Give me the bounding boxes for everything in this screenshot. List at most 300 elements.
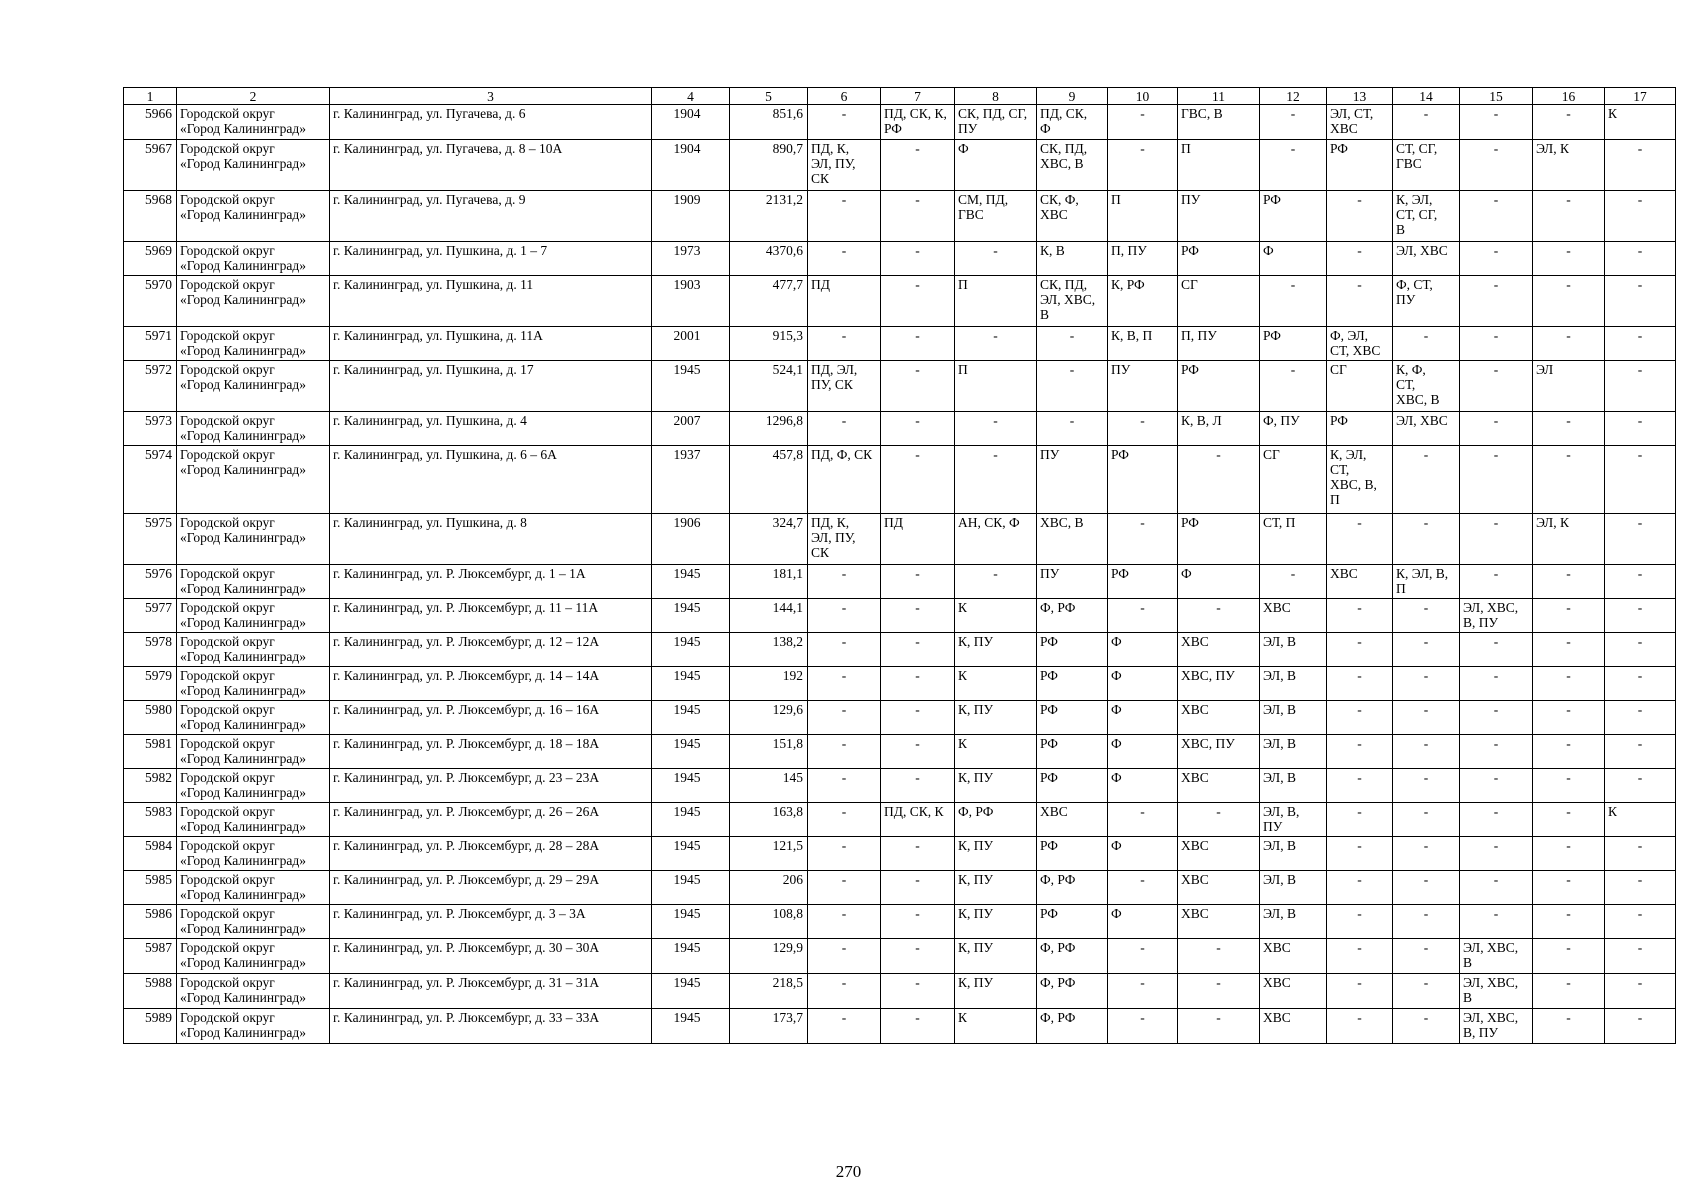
table-cell-col-10: -: [1108, 974, 1178, 1009]
table-cell-col-16: -: [1533, 242, 1605, 276]
table-cell-col-8: К, ПУ: [955, 837, 1037, 871]
table-cell-col-5: 173,7: [730, 1009, 808, 1044]
table-cell-col-12: ЭЛ, В: [1260, 871, 1327, 905]
table-cell-col-2: Городской округ «Город Калининград»: [177, 769, 330, 803]
table-cell-col-14: К, ЭЛ, СТ, СГ, В: [1393, 191, 1460, 242]
table-cell-col-5: 2131,2: [730, 191, 808, 242]
table-cell-col-16: -: [1533, 1009, 1605, 1044]
table-cell-col-16: -: [1533, 633, 1605, 667]
table-cell-col-17: -: [1605, 276, 1676, 327]
table-cell-col-10: П, ПУ: [1108, 242, 1178, 276]
table-row: [124, 446, 1676, 514]
table-cell-col-5: 4370,6: [730, 242, 808, 276]
table-cell-col-10: -: [1108, 1009, 1178, 1044]
table-cell-col-16: -: [1533, 701, 1605, 735]
table-cell-col-16: -: [1533, 905, 1605, 939]
table-cell-col-9: СК, ПД, ХВС, В: [1037, 140, 1108, 191]
table-cell-col-8: -: [955, 446, 1037, 514]
table-row: [124, 803, 1676, 837]
table-cell-col-9: РФ: [1037, 837, 1108, 871]
table-cell-col-17: -: [1605, 939, 1676, 974]
table-cell-col-5: 129,6: [730, 701, 808, 735]
table-header: [124, 88, 1676, 105]
table-cell-col-10: -: [1108, 599, 1178, 633]
table-cell-col-5: 108,8: [730, 905, 808, 939]
table-cell-col-4: 1903: [652, 276, 730, 327]
table-cell-col-15: -: [1460, 446, 1533, 514]
table-cell-col-1: 5966: [124, 105, 177, 140]
table-cell-col-6: -: [808, 837, 881, 871]
table-row: [124, 327, 1676, 361]
table-cell-col-6: ПД: [808, 276, 881, 327]
table-cell-col-17: -: [1605, 327, 1676, 361]
table-cell-col-17: -: [1605, 633, 1676, 667]
table-cell-col-13: РФ: [1327, 412, 1393, 446]
table-cell-col-17: -: [1605, 599, 1676, 633]
table-cell-col-9: РФ: [1037, 735, 1108, 769]
table-cell-col-4: 1945: [652, 633, 730, 667]
table-cell-col-7: -: [881, 446, 955, 514]
table-cell-col-4: 1909: [652, 191, 730, 242]
table-row: [124, 837, 1676, 871]
table-cell-col-11: -: [1178, 1009, 1260, 1044]
table-cell-col-7: -: [881, 837, 955, 871]
table-cell-col-13: -: [1327, 514, 1393, 565]
table-cell-col-8: -: [955, 242, 1037, 276]
table-cell-col-3: г. Калининград, ул. Р. Люксембург, д. 29 – 29А: [330, 871, 652, 905]
table-row: [124, 514, 1676, 565]
table-cell-col-16: -: [1533, 974, 1605, 1009]
table-cell-col-14: -: [1393, 327, 1460, 361]
table-cell-col-12: -: [1260, 140, 1327, 191]
table-cell-col-3: г. Калининград, ул. Пушкина, д. 8: [330, 514, 652, 565]
table-cell-col-5: 129,9: [730, 939, 808, 974]
column-header-12: 12: [1260, 88, 1327, 105]
table-cell-col-7: ПД: [881, 514, 955, 565]
table-cell-col-15: ЭЛ, ХВС, В: [1460, 939, 1533, 974]
table-cell-col-6: -: [808, 803, 881, 837]
table-cell-col-13: -: [1327, 939, 1393, 974]
table-cell-col-6: -: [808, 974, 881, 1009]
column-header-9: 9: [1037, 88, 1108, 105]
table-cell-col-9: Ф, РФ: [1037, 974, 1108, 1009]
table-row: [124, 565, 1676, 599]
table-cell-col-10: -: [1108, 105, 1178, 140]
table-cell-col-1: 5986: [124, 905, 177, 939]
table-cell-col-1: 5983: [124, 803, 177, 837]
table-row: [124, 735, 1676, 769]
table-cell-col-4: 1945: [652, 667, 730, 701]
table-cell-col-16: -: [1533, 105, 1605, 140]
table-cell-col-12: ХВС: [1260, 939, 1327, 974]
table-cell-col-3: г. Калининград, ул. Р. Люксембург, д. 3 – 3А: [330, 905, 652, 939]
table-cell-col-9: -: [1037, 361, 1108, 412]
table-cell-col-3: г. Калининград, ул. Р. Люксембург, д. 1 – 1А: [330, 565, 652, 599]
column-header-14: 14: [1393, 88, 1460, 105]
table-cell-col-8: К: [955, 599, 1037, 633]
table-cell-col-14: -: [1393, 974, 1460, 1009]
table-cell-col-10: Ф: [1108, 633, 1178, 667]
table-cell-col-11: РФ: [1178, 361, 1260, 412]
table-cell-col-9: РФ: [1037, 701, 1108, 735]
table-cell-col-17: -: [1605, 1009, 1676, 1044]
table-row: [124, 974, 1676, 1009]
table-cell-col-11: -: [1178, 974, 1260, 1009]
table-cell-col-8: СМ, ПД, ГВС: [955, 191, 1037, 242]
table-cell-col-15: -: [1460, 276, 1533, 327]
table-cell-col-13: -: [1327, 242, 1393, 276]
table-cell-col-8: Ф: [955, 140, 1037, 191]
table-cell-col-10: П: [1108, 191, 1178, 242]
table-cell-col-2: Городской округ «Город Калининград»: [177, 803, 330, 837]
table-cell-col-5: 477,7: [730, 276, 808, 327]
table-cell-col-8: -: [955, 412, 1037, 446]
table-cell-col-7: ПД, СК, К, РФ: [881, 105, 955, 140]
table-cell-col-10: ПУ: [1108, 361, 1178, 412]
table-cell-col-16: -: [1533, 276, 1605, 327]
table-cell-col-11: Ф: [1178, 565, 1260, 599]
table-cell-col-5: 457,8: [730, 446, 808, 514]
table-cell-col-6: -: [808, 667, 881, 701]
table-cell-col-1: 5971: [124, 327, 177, 361]
table-cell-col-7: -: [881, 361, 955, 412]
table-cell-col-8: К, ПУ: [955, 633, 1037, 667]
table-cell-col-1: 5981: [124, 735, 177, 769]
table-cell-col-15: ЭЛ, ХВС, В: [1460, 974, 1533, 1009]
table-cell-col-3: г. Калининград, ул. Р. Люксембург, д. 16 – 16А: [330, 701, 652, 735]
table-cell-col-17: К: [1605, 803, 1676, 837]
table-cell-col-7: -: [881, 633, 955, 667]
table-cell-col-16: -: [1533, 769, 1605, 803]
table-cell-col-1: 5977: [124, 599, 177, 633]
table-cell-col-5: 1296,8: [730, 412, 808, 446]
table-cell-col-17: -: [1605, 905, 1676, 939]
table-cell-col-4: 1945: [652, 837, 730, 871]
table-cell-col-15: -: [1460, 105, 1533, 140]
table-cell-col-13: -: [1327, 905, 1393, 939]
table-cell-col-4: 1973: [652, 242, 730, 276]
table-cell-col-5: 218,5: [730, 974, 808, 1009]
table-cell-col-13: -: [1327, 701, 1393, 735]
table-cell-col-6: -: [808, 412, 881, 446]
table-cell-col-9: Ф, РФ: [1037, 1009, 1108, 1044]
column-header-13: 13: [1327, 88, 1393, 105]
table-cell-col-14: -: [1393, 633, 1460, 667]
table-cell-col-13: -: [1327, 191, 1393, 242]
table-cell-col-9: ПУ: [1037, 565, 1108, 599]
table-cell-col-9: Ф, РФ: [1037, 939, 1108, 974]
table-cell-col-13: -: [1327, 837, 1393, 871]
table-cell-col-3: г. Калининград, ул. Пушкина, д. 6 – 6А: [330, 446, 652, 514]
table-cell-col-6: -: [808, 327, 881, 361]
table-cell-col-12: ХВС: [1260, 1009, 1327, 1044]
table-cell-col-12: ХВС: [1260, 599, 1327, 633]
table-cell-col-6: ПД, ЭЛ, ПУ, СК: [808, 361, 881, 412]
table-cell-col-5: 138,2: [730, 633, 808, 667]
header-row: [124, 88, 1676, 105]
table-cell-col-11: ПУ: [1178, 191, 1260, 242]
table-cell-col-16: ЭЛ, К: [1533, 140, 1605, 191]
table-cell-col-14: -: [1393, 769, 1460, 803]
table-cell-col-3: г. Калининград, ул. Пушкина, д. 11А: [330, 327, 652, 361]
table-cell-col-4: 2007: [652, 412, 730, 446]
table-cell-col-7: -: [881, 327, 955, 361]
table-cell-col-1: 5975: [124, 514, 177, 565]
table-cell-col-12: РФ: [1260, 191, 1327, 242]
table-cell-col-17: -: [1605, 871, 1676, 905]
table-cell-col-4: 1904: [652, 140, 730, 191]
table-cell-col-1: 5974: [124, 446, 177, 514]
table-cell-col-10: Ф: [1108, 905, 1178, 939]
page-number: 270: [835, 1162, 862, 1181]
table-cell-col-2: Городской округ «Город Калининград»: [177, 191, 330, 242]
table-cell-col-10: РФ: [1108, 565, 1178, 599]
table-cell-col-1: 5987: [124, 939, 177, 974]
table-cell-col-12: ЭЛ, В: [1260, 769, 1327, 803]
table-cell-col-15: ЭЛ, ХВС, В, ПУ: [1460, 599, 1533, 633]
table-cell-col-3: г. Калининград, ул. Пугачева, д. 8 – 10А: [330, 140, 652, 191]
table-cell-col-16: -: [1533, 803, 1605, 837]
table-cell-col-16: -: [1533, 565, 1605, 599]
table-cell-col-12: ХВС: [1260, 974, 1327, 1009]
table-cell-col-8: Ф, РФ: [955, 803, 1037, 837]
table-cell-col-15: -: [1460, 327, 1533, 361]
column-header-4: 4: [652, 88, 730, 105]
table-cell-col-7: -: [881, 701, 955, 735]
table-cell-col-3: г. Калининград, ул. Р. Люксембург, д. 14 – 14А: [330, 667, 652, 701]
table-cell-col-2: Городской округ «Город Калининград»: [177, 446, 330, 514]
table-cell-col-15: -: [1460, 412, 1533, 446]
table-cell-col-17: -: [1605, 361, 1676, 412]
table-cell-col-13: К, ЭЛ, СТ, ХВС, В, П: [1327, 446, 1393, 514]
table-cell-col-10: К, В, П: [1108, 327, 1178, 361]
column-header-2: 2: [177, 88, 330, 105]
table-cell-col-5: 145: [730, 769, 808, 803]
table-cell-col-9: Ф, РФ: [1037, 871, 1108, 905]
table-row: [124, 599, 1676, 633]
table-cell-col-17: -: [1605, 191, 1676, 242]
table-cell-col-15: -: [1460, 735, 1533, 769]
table-cell-col-5: 163,8: [730, 803, 808, 837]
table-cell-col-13: РФ: [1327, 140, 1393, 191]
table-cell-col-4: 1945: [652, 599, 730, 633]
table-cell-col-2: Городской округ «Город Калининград»: [177, 735, 330, 769]
table-cell-col-10: К, РФ: [1108, 276, 1178, 327]
table-cell-col-9: -: [1037, 412, 1108, 446]
table-cell-col-2: Городской округ «Город Калининград»: [177, 412, 330, 446]
table-row: [124, 361, 1676, 412]
table-cell-col-14: -: [1393, 871, 1460, 905]
table-cell-col-4: 1906: [652, 514, 730, 565]
table-cell-col-16: ЭЛ, К: [1533, 514, 1605, 565]
column-header-6: 6: [808, 88, 881, 105]
table-cell-col-4: 1945: [652, 803, 730, 837]
table-cell-col-10: Ф: [1108, 735, 1178, 769]
table-cell-col-15: -: [1460, 667, 1533, 701]
table-cell-col-11: -: [1178, 939, 1260, 974]
table-cell-col-7: -: [881, 769, 955, 803]
table-cell-col-4: 1945: [652, 974, 730, 1009]
table-cell-col-10: Ф: [1108, 667, 1178, 701]
table-body: [124, 105, 1676, 1044]
table-cell-col-12: ЭЛ, В: [1260, 667, 1327, 701]
table-cell-col-13: -: [1327, 735, 1393, 769]
table-cell-col-11: ХВС: [1178, 837, 1260, 871]
table-cell-col-7: -: [881, 140, 955, 191]
column-header-5: 5: [730, 88, 808, 105]
table-cell-col-11: РФ: [1178, 514, 1260, 565]
table-cell-col-5: 144,1: [730, 599, 808, 633]
table-cell-col-1: 5967: [124, 140, 177, 191]
table-cell-col-1: 5976: [124, 565, 177, 599]
table-cell-col-2: Городской округ «Город Калининград»: [177, 974, 330, 1009]
table-cell-col-15: -: [1460, 905, 1533, 939]
table-cell-col-8: К, ПУ: [955, 974, 1037, 1009]
table-cell-col-5: 324,7: [730, 514, 808, 565]
table-cell-col-12: ЭЛ, В: [1260, 905, 1327, 939]
table-cell-col-15: -: [1460, 633, 1533, 667]
table-cell-col-9: ПД, СК, Ф: [1037, 105, 1108, 140]
table-cell-col-2: Городской округ «Город Калининград»: [177, 667, 330, 701]
table-cell-col-7: -: [881, 242, 955, 276]
table-row: [124, 191, 1676, 242]
table-cell-col-3: г. Калининград, ул. Пугачева, д. 6: [330, 105, 652, 140]
table-cell-col-3: г. Калининград, ул. Р. Люксембург, д. 33 – 33А: [330, 1009, 652, 1044]
table-cell-col-1: 5978: [124, 633, 177, 667]
table-cell-col-15: -: [1460, 191, 1533, 242]
column-header-17: 17: [1605, 88, 1676, 105]
table-cell-col-1: 5985: [124, 871, 177, 905]
column-header-10: 10: [1108, 88, 1178, 105]
table-cell-col-6: ПД, Ф, СК: [808, 446, 881, 514]
table-cell-col-6: -: [808, 565, 881, 599]
table-cell-col-12: СГ: [1260, 446, 1327, 514]
column-header-7: 7: [881, 88, 955, 105]
table-row: [124, 412, 1676, 446]
table-cell-col-17: -: [1605, 667, 1676, 701]
table-cell-col-1: 5968: [124, 191, 177, 242]
table-cell-col-9: СК, Ф, ХВС: [1037, 191, 1108, 242]
table-cell-col-6: -: [808, 191, 881, 242]
table-row: [124, 905, 1676, 939]
table-cell-col-5: 890,7: [730, 140, 808, 191]
table-cell-col-7: -: [881, 667, 955, 701]
table-cell-col-7: -: [881, 974, 955, 1009]
table-cell-col-2: Городской округ «Город Калининград»: [177, 871, 330, 905]
table-cell-col-10: Ф: [1108, 769, 1178, 803]
table-cell-col-3: г. Калининград, ул. Пушкина, д. 17: [330, 361, 652, 412]
column-header-11: 11: [1178, 88, 1260, 105]
table-cell-col-10: -: [1108, 140, 1178, 191]
table-cell-col-7: -: [881, 735, 955, 769]
table-cell-col-4: 1945: [652, 735, 730, 769]
table-cell-col-13: -: [1327, 803, 1393, 837]
table-cell-col-17: -: [1605, 140, 1676, 191]
table-cell-col-4: 1945: [652, 769, 730, 803]
table-cell-col-2: Городской округ «Город Калининград»: [177, 633, 330, 667]
table-cell-col-15: -: [1460, 242, 1533, 276]
table-cell-col-15: -: [1460, 514, 1533, 565]
table-cell-col-16: -: [1533, 599, 1605, 633]
table-cell-col-10: -: [1108, 939, 1178, 974]
table-cell-col-8: АН, СК, Ф: [955, 514, 1037, 565]
table-cell-col-13: -: [1327, 276, 1393, 327]
table-cell-col-12: ЭЛ, В: [1260, 735, 1327, 769]
table-cell-col-14: -: [1393, 1009, 1460, 1044]
table-cell-col-9: РФ: [1037, 905, 1108, 939]
table-cell-col-5: 524,1: [730, 361, 808, 412]
table-cell-col-8: К, ПУ: [955, 871, 1037, 905]
table-cell-col-10: Ф: [1108, 837, 1178, 871]
table-cell-col-7: -: [881, 412, 955, 446]
table-cell-col-17: -: [1605, 837, 1676, 871]
table-cell-col-13: -: [1327, 599, 1393, 633]
table-cell-col-11: ХВС: [1178, 633, 1260, 667]
table-cell-col-9: РФ: [1037, 633, 1108, 667]
table-cell-col-8: К, ПУ: [955, 905, 1037, 939]
table-cell-col-2: Городской округ «Город Калининград»: [177, 701, 330, 735]
table-cell-col-4: 1945: [652, 565, 730, 599]
table-row: [124, 667, 1676, 701]
table-cell-col-10: Ф: [1108, 701, 1178, 735]
table-cell-col-4: 1945: [652, 361, 730, 412]
table-cell-col-1: 5972: [124, 361, 177, 412]
table-cell-col-5: 206: [730, 871, 808, 905]
table-cell-col-12: -: [1260, 105, 1327, 140]
table-cell-col-15: -: [1460, 701, 1533, 735]
table-cell-col-17: -: [1605, 565, 1676, 599]
table-cell-col-16: -: [1533, 939, 1605, 974]
table-cell-col-11: П, ПУ: [1178, 327, 1260, 361]
table-cell-col-4: 1945: [652, 1009, 730, 1044]
table-cell-col-7: -: [881, 191, 955, 242]
table-cell-col-6: -: [808, 599, 881, 633]
table-cell-col-16: ЭЛ: [1533, 361, 1605, 412]
table-cell-col-7: -: [881, 599, 955, 633]
table-cell-col-14: -: [1393, 701, 1460, 735]
table-cell-col-8: П: [955, 276, 1037, 327]
table-cell-col-11: ХВС, ПУ: [1178, 667, 1260, 701]
table-cell-col-3: г. Калининград, ул. Р. Люксембург, д. 11 – 11А: [330, 599, 652, 633]
table-cell-col-13: Ф, ЭЛ, СТ, ХВС: [1327, 327, 1393, 361]
table-cell-col-10: -: [1108, 871, 1178, 905]
table-row: [124, 701, 1676, 735]
table-cell-col-1: 5984: [124, 837, 177, 871]
table-cell-col-14: Ф, СТ, ПУ: [1393, 276, 1460, 327]
table-cell-col-11: -: [1178, 803, 1260, 837]
table-cell-col-9: СК, ПД, ЭЛ, ХВС, В: [1037, 276, 1108, 327]
table-cell-col-8: СК, ПД, СГ, ПУ: [955, 105, 1037, 140]
table-cell-col-2: Городской округ «Город Калининград»: [177, 939, 330, 974]
table-cell-col-10: -: [1108, 514, 1178, 565]
table-cell-col-8: К: [955, 1009, 1037, 1044]
table-cell-col-3: г. Калининград, ул. Р. Люксембург, д. 12 – 12А: [330, 633, 652, 667]
table-cell-col-5: 915,3: [730, 327, 808, 361]
table-cell-col-1: 5980: [124, 701, 177, 735]
table-cell-col-11: ХВС: [1178, 905, 1260, 939]
table-cell-col-4: 1945: [652, 905, 730, 939]
table-cell-col-14: К, ЭЛ, В, П: [1393, 565, 1460, 599]
table-row: [124, 242, 1676, 276]
column-header-3: 3: [330, 88, 652, 105]
table-row: [124, 939, 1676, 974]
table-cell-col-17: -: [1605, 769, 1676, 803]
table-cell-col-12: ЭЛ, В: [1260, 837, 1327, 871]
table-cell-col-13: -: [1327, 633, 1393, 667]
table-cell-col-6: -: [808, 701, 881, 735]
table-cell-col-11: -: [1178, 599, 1260, 633]
table-cell-col-14: -: [1393, 905, 1460, 939]
